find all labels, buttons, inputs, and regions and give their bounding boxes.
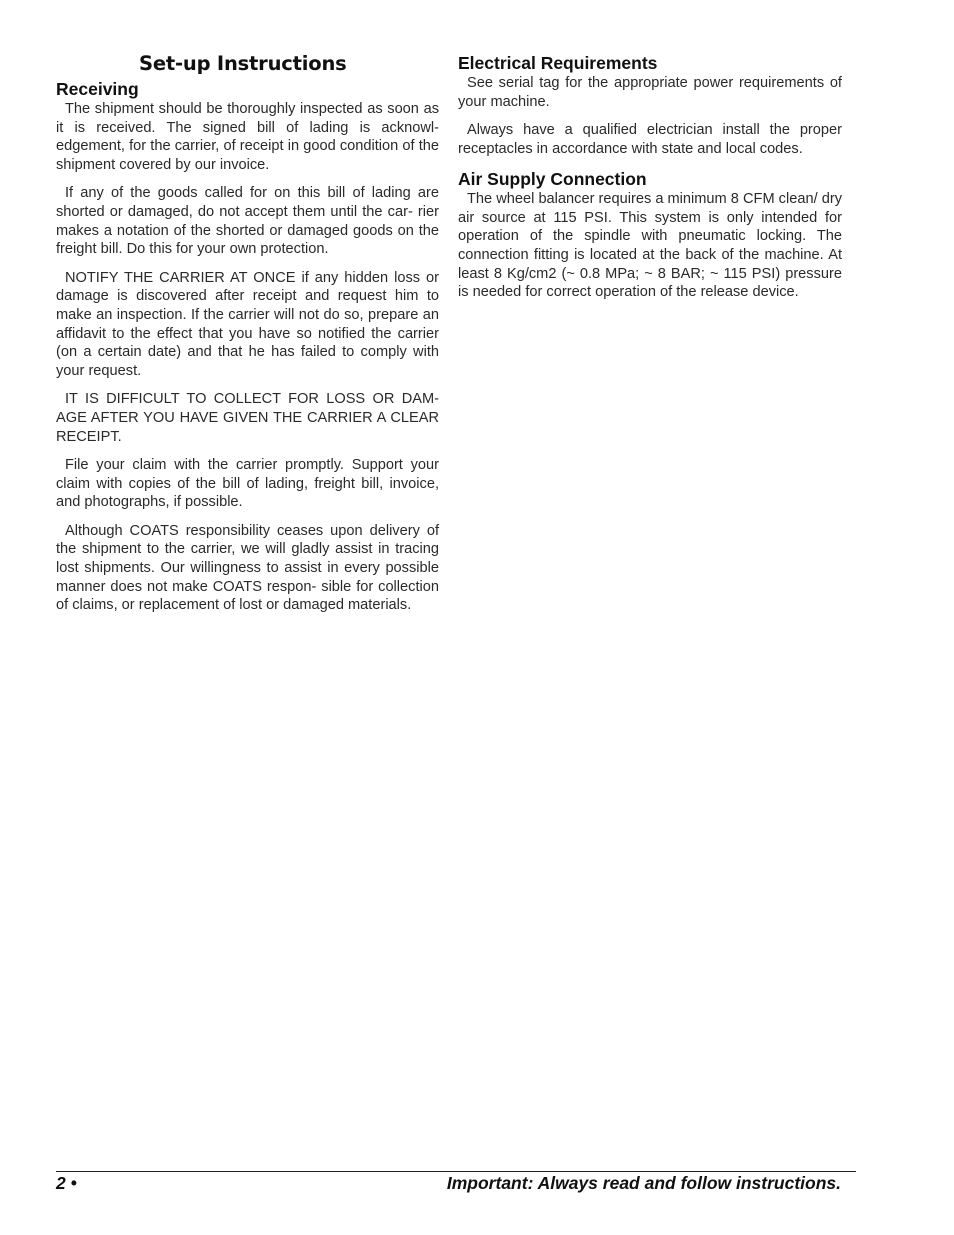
receiving-paragraph-1: The shipment should be thoroughly inspected as soon as it is received. The signed bill of lading is acknowl- edgement, for the carrier, of receipt in good condition of the shipment covered by our invoice. bbox=[56, 101, 439, 174]
page-number: 2 • bbox=[56, 1173, 77, 1193]
receiving-paragraph-5: File your claim with the carrier promptly. Support your claim with copies of the bill of lading, freight bill, invoice, and photographs, if possible. bbox=[56, 456, 439, 511]
electrical-requirements-heading: Electrical Requirements bbox=[458, 53, 658, 73]
electrical-paragraph-1: See serial tag for the appropriate power requirements of your machine. bbox=[458, 75, 842, 110]
receiving-heading: Receiving bbox=[56, 79, 139, 99]
left-column bbox=[56, 50, 439, 625]
page-title: Set-up Instructions bbox=[139, 52, 347, 75]
footer-notice: Important: Always read and follow instructions. bbox=[446, 1173, 841, 1193]
electrical-paragraph-2: Always have a qualified electrician install the proper receptacles in accordance with state and local codes. bbox=[458, 121, 842, 157]
air-supply-paragraph-1: The wheel balancer requires a minimum 8 CFM clean/ dry air source at 115 PSI. This system is only intended for operation of the spindle with pneumatic locking. The connection fitting is located at the back of the machine. At least 8 Kg/cm2 (~ 0.8 MPa; ~ 8 BAR; ~ 115 PSI) pressure is needed for correct operation of the release device. bbox=[458, 190, 842, 301]
receiving-paragraph-4: IT IS DIFFICULT TO COLLECT FOR LOSS OR DAM- AGE AFTER YOU HAVE GIVEN THE CARRIER A CLEAR RECEIPT. bbox=[56, 391, 439, 445]
right-column bbox=[458, 50, 842, 312]
receiving-paragraph-6: Although COATS responsibility ceases upon delivery of the shipment to the carrier, we will gladly assist in tracing lost shipments. Our willingness to assist in every possible manner does not make COATS respon- sible for collection of claims, or replacement of lost or damaged materials. bbox=[56, 522, 439, 614]
receiving-paragraph-3: NOTIFY THE CARRIER AT ONCE if any hidden loss or damage is discovered after receipt and request him to make an inspection. If the carrier will not do so, prepare an affidavit to the effect that you have so notified the carrier (on a certain date) and that he has failed to comply with your request. bbox=[56, 269, 439, 380]
air-supply-heading: Air Supply Connection bbox=[458, 168, 647, 189]
receiving-paragraph-2: If any of the goods called for on this bill of lading are shorted or damaged, do not accept them until the car- rier makes a notation of the shorted or damaged goods on the freight bill. Do this for your own protection. bbox=[56, 185, 439, 258]
